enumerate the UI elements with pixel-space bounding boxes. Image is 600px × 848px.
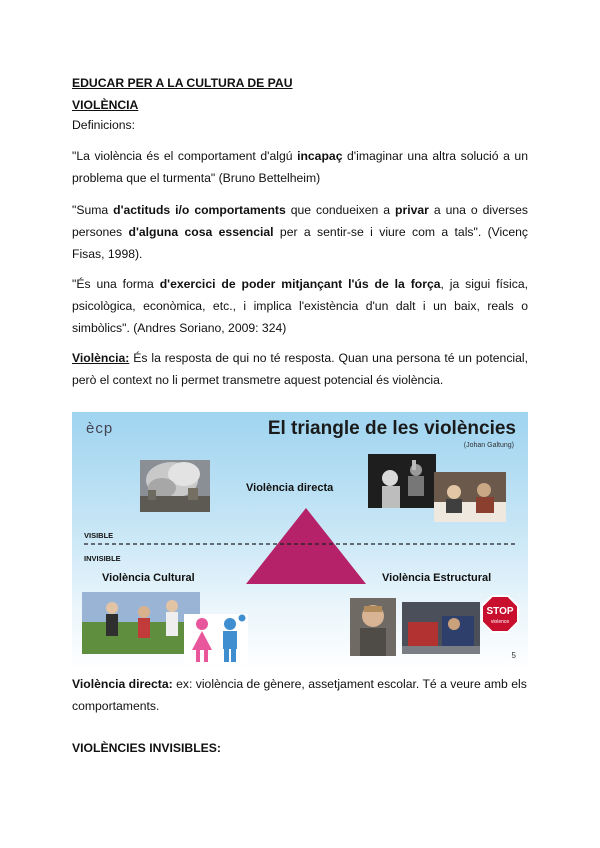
invisible-label: INVISIBLE: [84, 554, 121, 563]
slide-page-number: 5: [511, 651, 516, 660]
definitions-label: Definicions:: [72, 118, 135, 132]
bullying-photo: [82, 592, 200, 654]
quote-emphasis: incapaç: [297, 149, 343, 163]
quote-soriano: [72, 273, 528, 339]
stop-violence-sign-icon: [480, 594, 520, 634]
section-heading-violencia: VIOLÈNCIA: [72, 98, 139, 112]
triangle-shape: [246, 508, 366, 584]
stop-sign-text: STOP: [486, 606, 514, 617]
quote-emphasis: d'actituds i/o comportaments: [113, 203, 286, 217]
violence-definition: [72, 347, 528, 391]
violence-triangle-slide: [72, 412, 528, 670]
cultural-violence-label: Violència Cultural: [102, 572, 195, 584]
quote-text: a una o diverses persones: [72, 203, 528, 239]
stop-sign-subtext: violence: [490, 619, 510, 625]
slide-author: (Johan Galtung): [463, 442, 514, 449]
direct-violence-paragraph: [72, 673, 528, 717]
invisible-violence-heading: VIOLÈNCIES INVISIBLES:: [72, 741, 221, 755]
slide-logo: ècp: [86, 420, 114, 437]
direct-violence-label: Violència directa: [246, 482, 334, 494]
visible-label: VISIBLE: [84, 531, 114, 540]
quote-text: , ja sigui física, psicològica, econòmica, etc., i implica l'existència d'un dalt i un baix, reals o simbòlics". (Andres Soriano, 2009: 324): [72, 277, 528, 335]
direct-violence-term: Violència directa:: [72, 677, 173, 691]
quote-text: d'imaginar una altra solució a un problema que el turmenta" (Bruno Bettelheim): [72, 149, 528, 185]
quote-text: "Suma: [72, 203, 114, 217]
structural-violence-label: Violència Estructural: [382, 572, 492, 584]
quote-emphasis: privar: [395, 203, 429, 217]
quote-text: que condueixen a: [285, 203, 396, 217]
quote-emphasis: d'alguna cosa essencial: [128, 225, 274, 239]
quote-text: per a sentir-se i viure com a tals". (Vicenç Fisas, 1998).: [72, 225, 529, 261]
document-title: EDUCAR PER A LA CULTURA DE PAU: [72, 76, 293, 90]
homeless-photo: [402, 602, 480, 654]
quote-emphasis: d'exercici de poder mitjançant l'ús de la força: [159, 277, 441, 291]
violence-term: Violència:: [72, 351, 130, 365]
slide-title: El triangle de les violències: [267, 418, 516, 439]
child-photo: [350, 598, 396, 656]
quote-text: "La violència és el comportament d'algú: [72, 149, 298, 163]
violence-definition-text: És la resposta de qui no té resposta. Quan una persona té un potencial, però el context no li permet transmetre aquest potencial és violència.: [72, 351, 528, 387]
quote-fisas: [72, 199, 528, 265]
quote-bettelheim: [72, 145, 528, 189]
direct-violence-text: ex: violència de gènere, assetjament escolar. Té a veure amb els comportaments.: [72, 677, 527, 713]
quote-text: "És una forma: [72, 277, 160, 291]
gender-figures-icon: [184, 614, 248, 664]
